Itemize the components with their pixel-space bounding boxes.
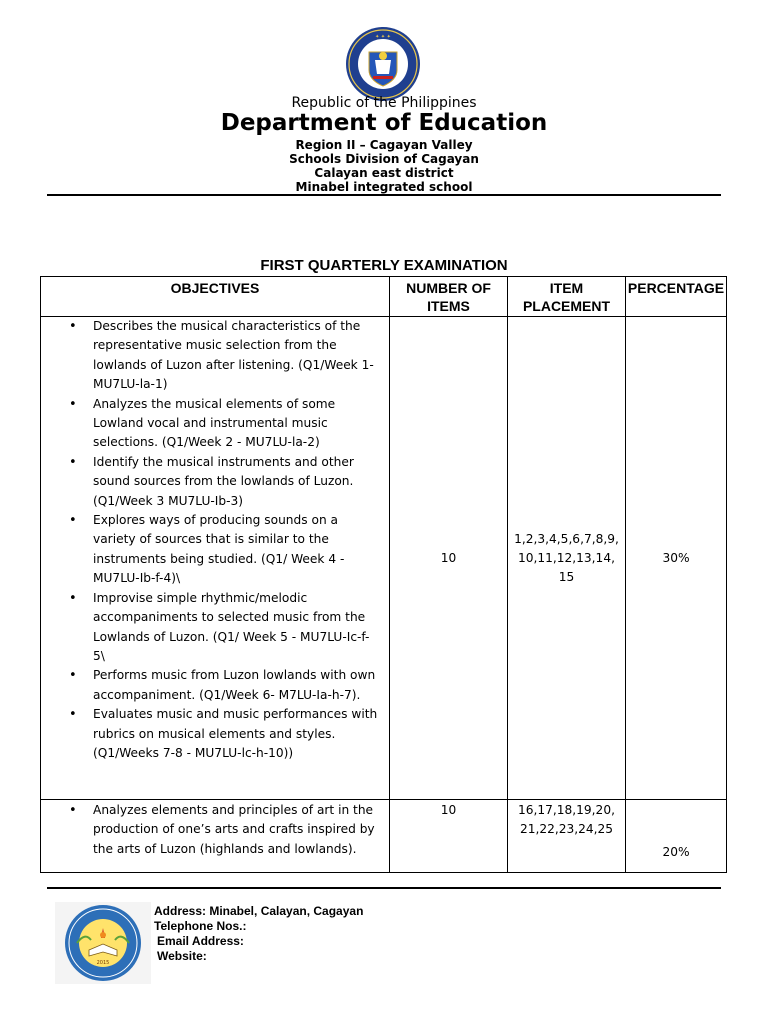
deped-seal-logo [345,26,421,102]
objectives-list [41,317,389,763]
list-item: • Performs music from Luzon lowlands with own accompaniment. (Q1/Week 6- M7LU-Ia-h-7). [93,666,381,705]
telephone-line: Telephone Nos.: [154,919,247,933]
item-placement-header: ITEM PLACEMENT [508,277,626,317]
percentage-value: 30% [662,550,690,565]
exam-title: FIRST QUARTERLY EXAMINATION [260,257,508,274]
list-item: • Explores ways of producing sounds on a variety of sources that is similar to the instruments being studied. (Q1/ Week 4 - MU7LU-Ib-f-4)\ [93,511,381,589]
list-item: • Analyzes the musical elements of some Lowland vocal and instrumental music selections. (Q1/Week 2 - MU7LU-la-2) [93,395,381,453]
item-placement-cell [508,800,626,873]
percentage-header: PERCENTAGE [626,277,727,317]
number-items-value: 10 [440,803,457,817]
department-title: Department of Education [220,110,548,136]
district-line: Calayan east district [314,166,454,180]
number-items-header: NUMBER OF ITEMS [390,277,508,317]
item-placement-cell [508,317,626,800]
objectives-cell [41,800,390,873]
footer-divider [47,887,721,889]
percentage-cell [626,800,727,873]
email-line: Email Address: [157,934,244,948]
address-line: Address: Minabel, Calayan, Cagayan [154,904,364,918]
school-logo [55,902,151,984]
list-item: • Describes the musical characteristics of the representative music selection from the lowlands of Luzon after listening. (Q1/Week 1- MU7LU-la-1) [93,317,381,395]
table-row [41,800,727,873]
percentage-value: 20% [662,845,690,859]
table-header-row [41,277,727,317]
objectives-cell [41,317,390,800]
number-items-cell [390,317,508,800]
logo-year: 2015 [96,960,110,966]
list-item: • Evaluates music and music performances with rubrics on musical elements and styles. (Q1/Weeks 7-8 - MU7LU-lc-h-10)) [93,705,381,763]
objectives-header: OBJECTIVES [41,277,390,317]
percentage-cell [626,317,727,800]
objectives-list [41,801,389,859]
list-item: • Identify the musical instruments and other sound sources from the lowlands of Luzon. (Q1/Week 3 MU7LU-Ib-3) [93,453,381,511]
header-divider [47,194,721,196]
list-item: • Analyzes elements and principles of art in the production of one’s arts and crafts inspired by the arts of Luzon (highlands and lowlands). [93,801,381,859]
number-items-value: 10 [440,550,457,565]
region-line: Region II – Cagayan Valley [295,138,473,152]
school-line: Minabel integrated school [295,180,473,194]
list-item: • Improvise simple rhythmic/melodic accompaniments to selected music from the Lowlands of Luzon. (Q1/ Week 5 - MU7LU-Ic-f-5\ [93,589,381,667]
republic-heading: Republic of the Philippines [291,95,477,111]
item-placement-value: 16,17,18,19,20, 21,22,23,24,25 [518,803,615,836]
item-placement-value: 1,2,3,4,5,6,7,8,9, 10,11,12,13,14, 15 [514,531,619,584]
division-line: Schools Division of Cagayan [289,152,479,166]
svg-text:✦ ✦ ✦: ✦ ✦ ✦ [375,34,391,40]
table-row [41,317,727,800]
number-items-cell [390,800,508,873]
website-line: Website: [157,949,207,963]
table-of-specifications [40,276,727,873]
